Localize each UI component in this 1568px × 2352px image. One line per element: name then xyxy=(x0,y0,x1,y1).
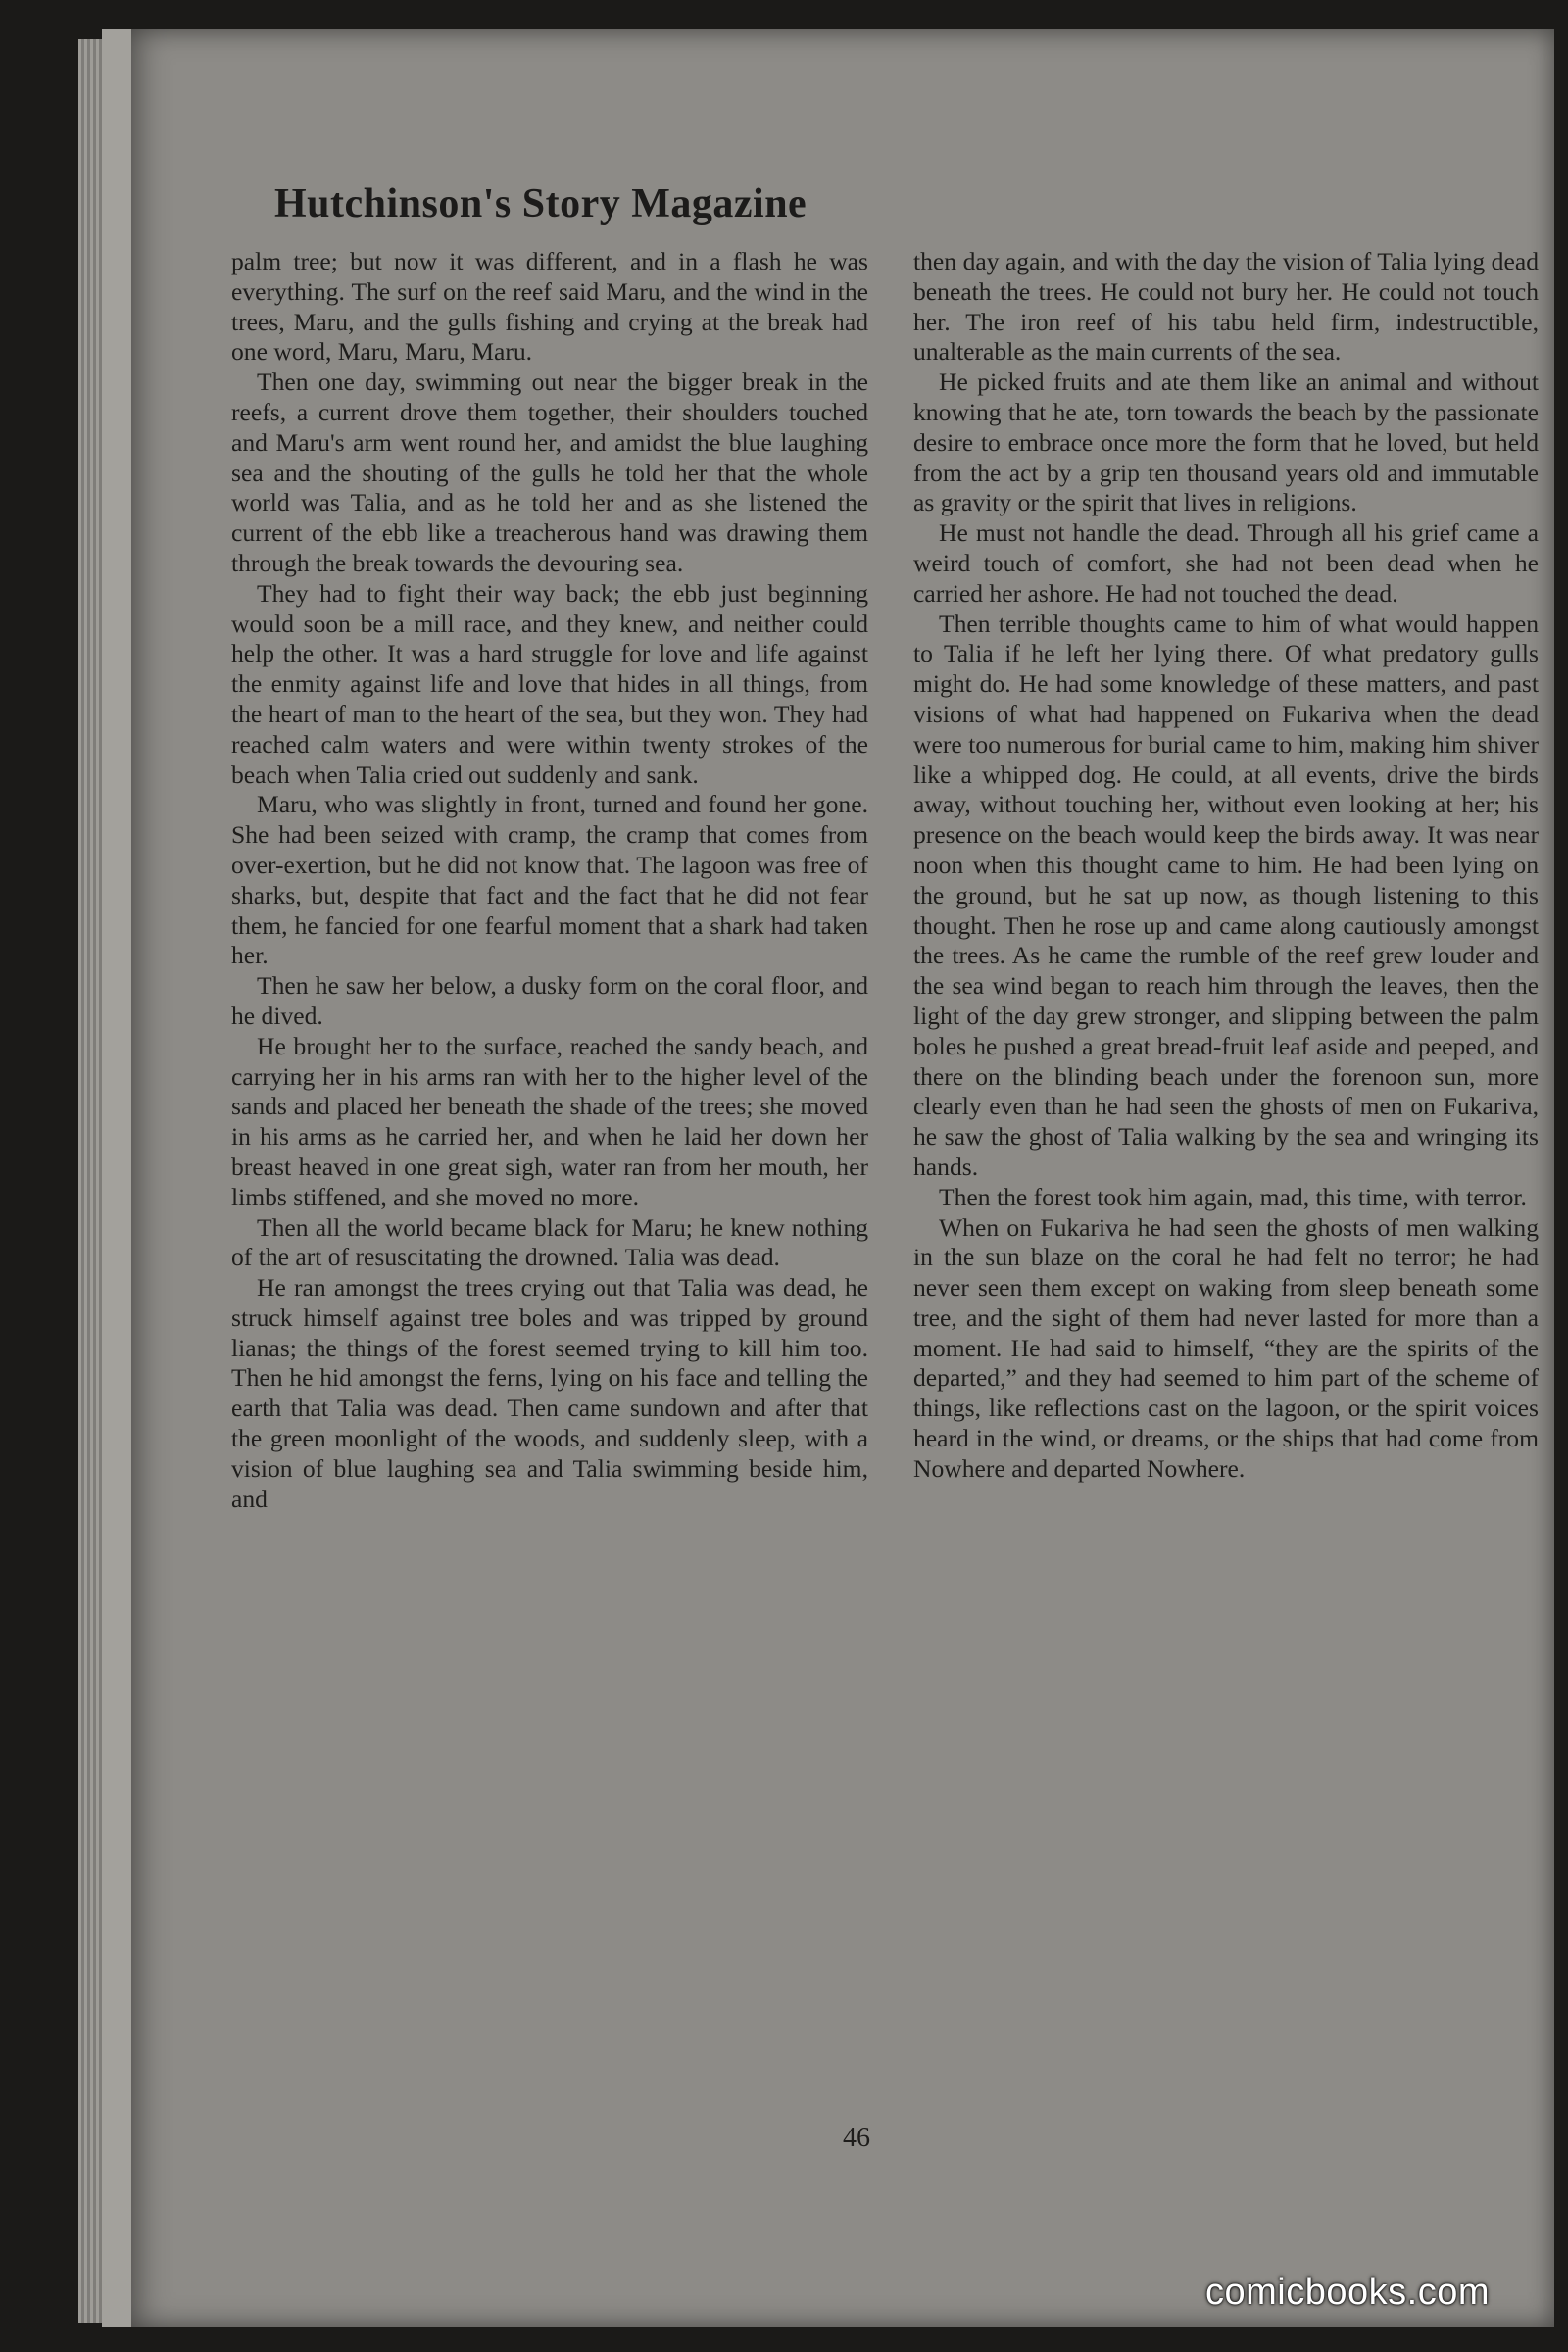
paragraph: He picked fruits and ate them like an animal and without knowing that he ate, torn towards the beach by the passionate desire to embrace once more the form that he loved, but held from the act by a grip ten thousand years old and immutable as gravity or the spirit that lives in religions. xyxy=(913,368,1539,517)
paragraph: then day again, and with the day the vision of Talia lying dead beneath the trees. He could not bury her. He could not touch her. The iron reef of his tabu held firm, indestructible, unalterable as the main currents of the sea. xyxy=(913,247,1539,367)
paragraph: He brought her to the surface, reached the sandy beach, and carrying her in his arms ran with her to the higher level of the sands and placed her beneath the shade of the trees; she moved in his arms as he carried her, and when he laid her down her breast heaved in one great sigh, water ran from her mouth, her limbs stiffened, and she moved no more. xyxy=(231,1031,868,1211)
running-header: Hutchinson's Story Magazine xyxy=(274,181,808,226)
paragraph: Then the forest took him again, mad, this time, with terror. xyxy=(939,1182,1527,1211)
paragraph: Then one day, swimming out near the bigger break in the reefs, a current drove them together, their shoulders touched and Maru's arm went round her, and amidst the blue laughing sea and the shouting of the gulls he told her that the whole world was Talia, and as he told her and as she listened the current of the ebb like a treacherous hand was drawing them through the break towards the devouring sea. xyxy=(231,368,868,577)
paragraph: Then he saw her below, a dusky form on the coral floor, and he dived. xyxy=(231,971,868,1030)
paragraph: When on Fukariva he had seen the ghosts of men walking in the sun blaze on the coral he had felt no terror; he had never seen them except on waking from sleep beneath some tree, and the sight of them had never lasted for more than a moment. He had said to himself, “they are the spirits of the departed,” and they had seemed to him part of the scheme of things, like reflections cast on the lagoon, or the spirit voices heard in the wind, or dreams, or the ships that had come from Nowhere and departed Nowhere. xyxy=(913,1212,1539,1483)
watermark: comicbooks.com xyxy=(1205,2272,1490,2313)
paragraph: They had to fight their way back; the ebb just beginning would soon be a mill race, and they knew, and neither could help the other. It was a hard struggle for love and life against the enmity against life and love that hides in all things, from the heart of man to the heart of the sea, but they won. They had reached calm waters and were within twenty strokes of the beach when Talia cried out suddenly and sank. xyxy=(231,578,868,789)
paragraph: Maru, who was slightly in front, turned and found her gone. She had been seized with cramp, the cramp that comes from over-exertion, but he did not know that. The lagoon was free of sharks, but, despite that fact and the fact that he did not fear them, he fancied for one fearful moment that a shark had taken her. xyxy=(231,790,868,970)
paragraph: Then terrible thoughts came to him of what would happen to Talia if he left her lying there. Of what predatory gulls might do. He had some knowledge of these matters, and past visions of what had happened on Fukariva when the dead were too numerous for burial came to him, making him shiver like a whipped dog. He could, at all events, drive the birds away, without touching her, without even looking at her; his presence on the beach would keep the birds away. It was near noon when this thought came to him. He had been lying on the ground, but he sat up now, as though listening to this thought. Then he rose up and came along cautiously amongst the trees. As he came the rumble of the reef grew louder and the sea wind began to reach him through the leaves, then the light of the day grew stronger, and slipping between the palm boles he pushed a great bread-fruit leaf aside and peeped, and there on the blinding beach under the forenoon sun, more clearly even than he had seen the ghosts of men on Fukariva, he saw the ghost of Talia walking by the sea and wringing its hands. xyxy=(913,609,1539,1181)
paragraph: palm tree; but now it was different, and in a flash he was everything. The surf on the reef said Maru, and the wind in the trees, Maru, and the gulls fishing and crying at the break had one word, Maru, Maru, Maru. xyxy=(231,247,868,367)
left-column xyxy=(231,247,868,1514)
paragraph: He must not handle the dead. Through all his grief came a weird touch of comfort, she had not been dead when he carried her ashore. He had not touched the dead. xyxy=(913,518,1539,608)
paragraph: Then all the world became black for Maru; he knew nothing of the art of resuscitating the drowned. Talia was dead. xyxy=(231,1212,868,1272)
paragraph: He ran amongst the trees crying out that Talia was dead, he struck himself against tree boles and was tripped by ground lianas; the things of the forest seemed trying to kill him too. Then he hid amongst the ferns, lying on his face and telling the earth that Talia was dead. Then came sundown and after that the green moonlight of the woods, and suddenly sleep, with a vision of blue laughing sea and Talia swimming beside him, and xyxy=(231,1273,868,1513)
page-number: 46 xyxy=(843,2123,870,2153)
right-column xyxy=(913,247,1539,1485)
